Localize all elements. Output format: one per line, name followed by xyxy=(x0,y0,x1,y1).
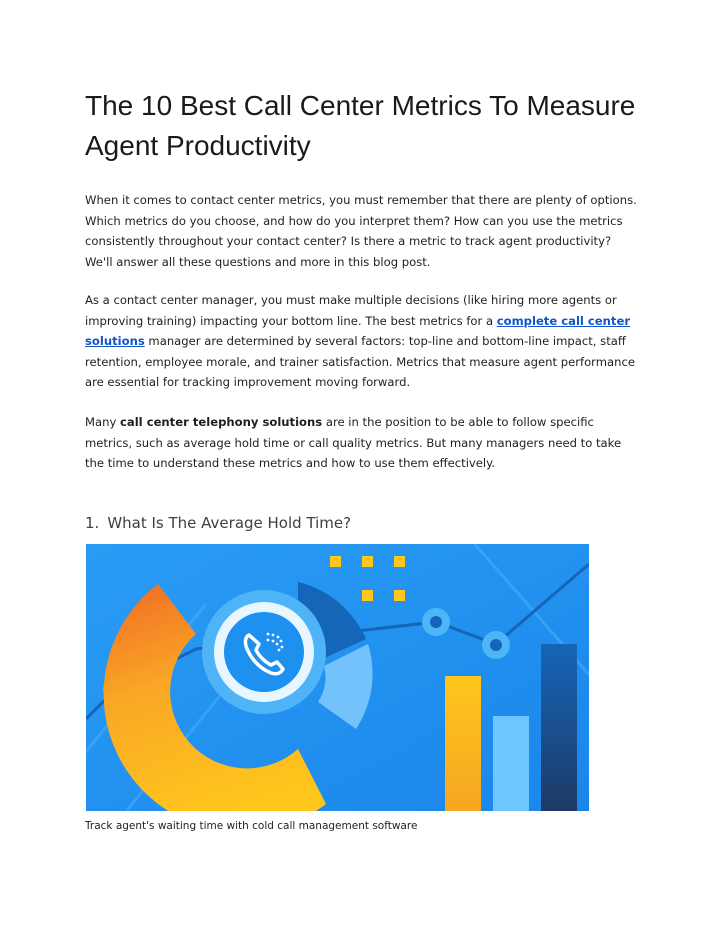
bold-phrase: call center telephony solutions xyxy=(120,415,323,429)
paragraph-text: manager are determined by several factors: top-line and bottom-line impact, staff retention, employee morale, and trainer satisfaction. Metrics that measure agent performance are essential for tracking improvement moving forward. xyxy=(85,334,635,389)
trend-node xyxy=(422,608,450,636)
paragraph-text: Many xyxy=(85,415,121,429)
manager-paragraph xyxy=(85,290,637,393)
telephony-paragraph xyxy=(85,412,637,474)
paragraph-text: are in the position to be able to follow specific metrics, such as average hold time or call quality metrics. But many managers need to take the time to understand these metrics and how to use them effectively. xyxy=(85,415,622,470)
section-number: 1. xyxy=(85,514,100,532)
bar-yellow xyxy=(445,676,481,811)
call-center-illustration xyxy=(86,544,589,811)
illustration-graphic xyxy=(86,544,589,811)
intro-paragraph: When it comes to contact center metrics, you must remember that there are plenty of options. Which metrics do you choose, and how do you interpret them? How can you use the metrics consistently throughout your contact center? Is there a metric to track agent productivity? We'll answer all these questions and more in this blog post. xyxy=(85,193,637,269)
paragraph-text: As a contact center manager, you must make multiple decisions (like hiring more agents or improving training) impacting your bottom line. The best metrics for a xyxy=(85,293,617,328)
complete-call-center-solutions-link[interactable]: complete call center solutions xyxy=(85,313,631,348)
page-title: The 10 Best Call Center Metrics To Measure Agent Productivity xyxy=(85,90,636,161)
bar-light-blue xyxy=(493,716,529,811)
section-heading xyxy=(85,512,351,534)
figure-caption: Track agent's waiting time with cold call management software xyxy=(85,820,418,832)
trend-node xyxy=(482,631,510,659)
section-heading-text: What Is The Average Hold Time? xyxy=(107,514,352,532)
bar-dark-blue xyxy=(541,644,577,811)
